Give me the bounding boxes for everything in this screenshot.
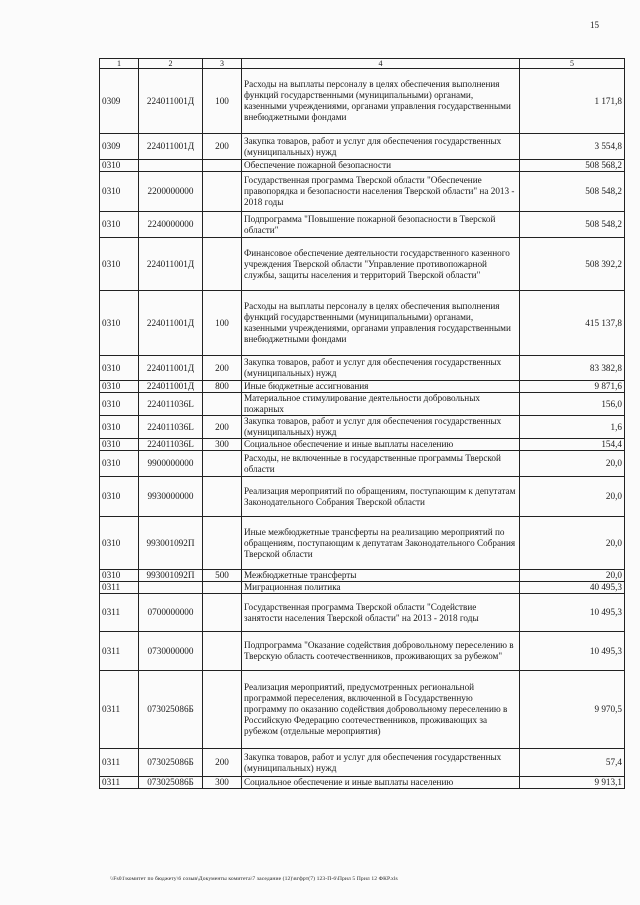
row-target-cell: 073025086Б bbox=[139, 671, 203, 749]
table-row bbox=[100, 777, 625, 789]
table-row bbox=[100, 134, 625, 160]
table-row bbox=[100, 393, 625, 416]
row-amount-cell: 508 568,2 bbox=[520, 160, 625, 172]
row-name-cell: Государственная программа Тверской области "Содействие занятости населения Тверской области" на 2013 - 2018 годы bbox=[242, 594, 520, 632]
table-row bbox=[100, 570, 625, 582]
row-type-cell bbox=[203, 582, 242, 594]
row-type-cell: 300 bbox=[203, 777, 242, 789]
row-code-cell: 0310 bbox=[100, 517, 139, 570]
table-row bbox=[100, 632, 625, 671]
row-target-cell: 224011001Д bbox=[139, 134, 203, 160]
row-name-cell: Социальное обеспечение и иные выплаты населению bbox=[242, 777, 520, 789]
row-code-cell: 0310 bbox=[100, 451, 139, 477]
row-target-cell: 224011001Д bbox=[139, 381, 203, 393]
table-row bbox=[100, 671, 625, 749]
row-name-cell: Иные межбюджетные трансферты на реализацию мероприятий по обращениям, поступающим к депутатам Законодательного Собрания Тверской области bbox=[242, 517, 520, 570]
row-type-cell: 800 bbox=[203, 381, 242, 393]
row-code-cell: 0310 bbox=[100, 439, 139, 451]
row-type-cell bbox=[203, 477, 242, 517]
table-row bbox=[100, 381, 625, 393]
page-number: 15 bbox=[590, 20, 599, 30]
header-col-5: 5 bbox=[520, 59, 625, 69]
row-type-cell bbox=[203, 594, 242, 632]
row-code-cell: 0310 bbox=[100, 416, 139, 439]
row-type-cell bbox=[203, 451, 242, 477]
row-type-cell: 100 bbox=[203, 291, 242, 356]
row-type-cell bbox=[203, 212, 242, 238]
row-type-cell: 500 bbox=[203, 570, 242, 582]
row-name-cell: Реализация мероприятий по обращениям, поступающим к депутатам Законодательного Собрания Тверской области bbox=[242, 477, 520, 517]
table-row bbox=[100, 291, 625, 356]
table-row bbox=[100, 212, 625, 238]
row-target-cell: 993001092П bbox=[139, 517, 203, 570]
header-col-2: 2 bbox=[139, 59, 203, 69]
row-code-cell: 0309 bbox=[100, 134, 139, 160]
row-name-cell: Финансовое обеспечение деятельности государственного казенного учреждения Тверской области "Управление противопожарной службы, защиты населения и территорий Тверской области" bbox=[242, 238, 520, 291]
row-amount-cell: 57,4 bbox=[520, 749, 625, 777]
header-col-3: 3 bbox=[203, 59, 242, 69]
row-code-cell: 0311 bbox=[100, 582, 139, 594]
row-target-cell: 0730000000 bbox=[139, 632, 203, 671]
row-type-cell bbox=[203, 172, 242, 212]
row-code-cell: 0311 bbox=[100, 632, 139, 671]
row-amount-cell: 10 495,3 bbox=[520, 632, 625, 671]
row-code-cell: 0310 bbox=[100, 172, 139, 212]
row-code-cell: 0310 bbox=[100, 238, 139, 291]
row-amount-cell: 20,0 bbox=[520, 517, 625, 570]
row-type-cell: 200 bbox=[203, 134, 242, 160]
row-target-cell bbox=[139, 582, 203, 594]
row-target-cell: 224011036L bbox=[139, 416, 203, 439]
row-target-cell: 224011001Д bbox=[139, 291, 203, 356]
row-name-cell: Расходы на выплаты персоналу в целях обеспечения выполнения функций государственными (муниципальными) органами, казенными учреждениями, органами управления государственными внебюджетными фондами bbox=[242, 69, 520, 134]
row-name-cell: Закупка товаров, работ и услуг для обеспечения государственных (муниципальных) нужд bbox=[242, 134, 520, 160]
row-code-cell: 0310 bbox=[100, 570, 139, 582]
table-row bbox=[100, 238, 625, 291]
row-type-cell: 300 bbox=[203, 439, 242, 451]
row-amount-cell: 3 554,8 bbox=[520, 134, 625, 160]
row-name-cell: Обеспечение пожарной безопасности bbox=[242, 160, 520, 172]
row-amount-cell: 9 871,6 bbox=[520, 381, 625, 393]
header-col-1: 1 bbox=[100, 59, 139, 69]
row-code-cell: 0310 bbox=[100, 160, 139, 172]
row-name-cell: Закупка товаров, работ и услуг для обеспечения государственных (муниципальных) нужд bbox=[242, 416, 520, 439]
row-target-cell: 9900000000 bbox=[139, 451, 203, 477]
row-name-cell: Закупка товаров, работ и услуг для обеспечения государственных (муниципальных) нужд bbox=[242, 356, 520, 381]
row-target-cell bbox=[139, 160, 203, 172]
row-type-cell: 200 bbox=[203, 416, 242, 439]
file-path-footer: \\Fs01\комитет по бюджету\6 созыв\Документы комитета\7 заседание (12)\вгфрт(7) 123-П-6\Прил 5 Прил 12 ФКР.xls bbox=[110, 876, 398, 882]
row-name-cell: Подпрограмма "Оказание содействия добровольному переселению в Тверскую область соотечественников, проживающих за рубежом" bbox=[242, 632, 520, 671]
row-target-cell: 9930000000 bbox=[139, 477, 203, 517]
row-amount-cell: 9 970,5 bbox=[520, 671, 625, 749]
row-code-cell: 0311 bbox=[100, 749, 139, 777]
row-type-cell bbox=[203, 393, 242, 416]
row-target-cell: 2240000000 bbox=[139, 212, 203, 238]
table-row bbox=[100, 594, 625, 632]
row-amount-cell: 1 171,8 bbox=[520, 69, 625, 134]
table-row bbox=[100, 517, 625, 570]
row-type-cell bbox=[203, 632, 242, 671]
budget-table bbox=[99, 58, 625, 789]
row-code-cell: 0310 bbox=[100, 212, 139, 238]
row-code-cell: 0311 bbox=[100, 777, 139, 789]
row-amount-cell: 20,0 bbox=[520, 570, 625, 582]
row-name-cell: Социальное обеспечение и иные выплаты населению bbox=[242, 439, 520, 451]
row-code-cell: 0309 bbox=[100, 69, 139, 134]
row-name-cell: Иные бюджетные ассигнования bbox=[242, 381, 520, 393]
row-type-cell bbox=[203, 671, 242, 749]
row-name-cell: Государственная программа Тверской области "Обеспечение правопорядка и безопасности населения Тверской области" на 2013 - 2018 годы bbox=[242, 172, 520, 212]
row-amount-cell: 40 495,3 bbox=[520, 582, 625, 594]
table-row bbox=[100, 582, 625, 594]
row-amount-cell: 10 495,3 bbox=[520, 594, 625, 632]
table-row bbox=[100, 69, 625, 134]
row-type-cell bbox=[203, 517, 242, 570]
table-row bbox=[100, 749, 625, 777]
row-type-cell: 200 bbox=[203, 356, 242, 381]
row-amount-cell: 20,0 bbox=[520, 451, 625, 477]
table-row bbox=[100, 477, 625, 517]
row-code-cell: 0310 bbox=[100, 477, 139, 517]
row-target-cell: 224011001Д bbox=[139, 69, 203, 134]
row-amount-cell: 83 382,8 bbox=[520, 356, 625, 381]
row-code-cell: 0310 bbox=[100, 393, 139, 416]
table-row bbox=[100, 439, 625, 451]
row-target-cell: 224011001Д bbox=[139, 356, 203, 381]
table-row bbox=[100, 451, 625, 477]
row-target-cell: 224011001Д bbox=[139, 238, 203, 291]
row-name-cell: Миграционная политика bbox=[242, 582, 520, 594]
row-amount-cell: 508 392,2 bbox=[520, 238, 625, 291]
table-row bbox=[100, 356, 625, 381]
row-amount-cell: 154,4 bbox=[520, 439, 625, 451]
row-name-cell: Материальное стимулирование деятельности добровольных пожарных bbox=[242, 393, 520, 416]
row-amount-cell: 508 548,2 bbox=[520, 172, 625, 212]
row-target-cell: 224011036L bbox=[139, 439, 203, 451]
row-amount-cell: 415 137,8 bbox=[520, 291, 625, 356]
row-type-cell: 100 bbox=[203, 69, 242, 134]
row-name-cell: Подпрограмма "Повышение пожарной безопасности в Тверской области" bbox=[242, 212, 520, 238]
row-amount-cell: 9 913,1 bbox=[520, 777, 625, 789]
header-col-4: 4 bbox=[242, 59, 520, 69]
row-code-cell: 0311 bbox=[100, 594, 139, 632]
table-row bbox=[100, 160, 625, 172]
row-code-cell: 0310 bbox=[100, 291, 139, 356]
row-amount-cell: 508 548,2 bbox=[520, 212, 625, 238]
row-target-cell: 993001092П bbox=[139, 570, 203, 582]
table-row bbox=[100, 172, 625, 212]
row-name-cell: Межбюджетные трансферты bbox=[242, 570, 520, 582]
row-type-cell bbox=[203, 238, 242, 291]
row-code-cell: 0310 bbox=[100, 356, 139, 381]
table-header-row bbox=[100, 59, 625, 69]
row-name-cell: Закупка товаров, работ и услуг для обеспечения государственных (муниципальных) нужд bbox=[242, 749, 520, 777]
row-target-cell: 0700000000 bbox=[139, 594, 203, 632]
row-target-cell: 073025086Б bbox=[139, 777, 203, 789]
row-code-cell: 0310 bbox=[100, 381, 139, 393]
row-code-cell: 0311 bbox=[100, 671, 139, 749]
row-target-cell: 224011036L bbox=[139, 393, 203, 416]
row-name-cell: Расходы, не включенные в государственные программы Тверской области bbox=[242, 451, 520, 477]
row-amount-cell: 1,6 bbox=[520, 416, 625, 439]
row-amount-cell: 156,0 bbox=[520, 393, 625, 416]
row-name-cell: Расходы на выплаты персоналу в целях обеспечения выполнения функций государственными (муниципальными) органами, казенными учреждениями, органами управления государственными внебюджетными фондами bbox=[242, 291, 520, 356]
row-type-cell bbox=[203, 160, 242, 172]
row-amount-cell: 20,0 bbox=[520, 477, 625, 517]
row-name-cell: Реализация мероприятий, предусмотренных региональной программой переселения, включенной в Государственную программу по оказанию содействия добровольному переселению в Российскую Федерацию соотечественников, проживающих за рубежом (отдельные мероприятия) bbox=[242, 671, 520, 749]
row-type-cell: 200 bbox=[203, 749, 242, 777]
table-row bbox=[100, 416, 625, 439]
row-target-cell: 2200000000 bbox=[139, 172, 203, 212]
row-target-cell: 073025086Б bbox=[139, 749, 203, 777]
